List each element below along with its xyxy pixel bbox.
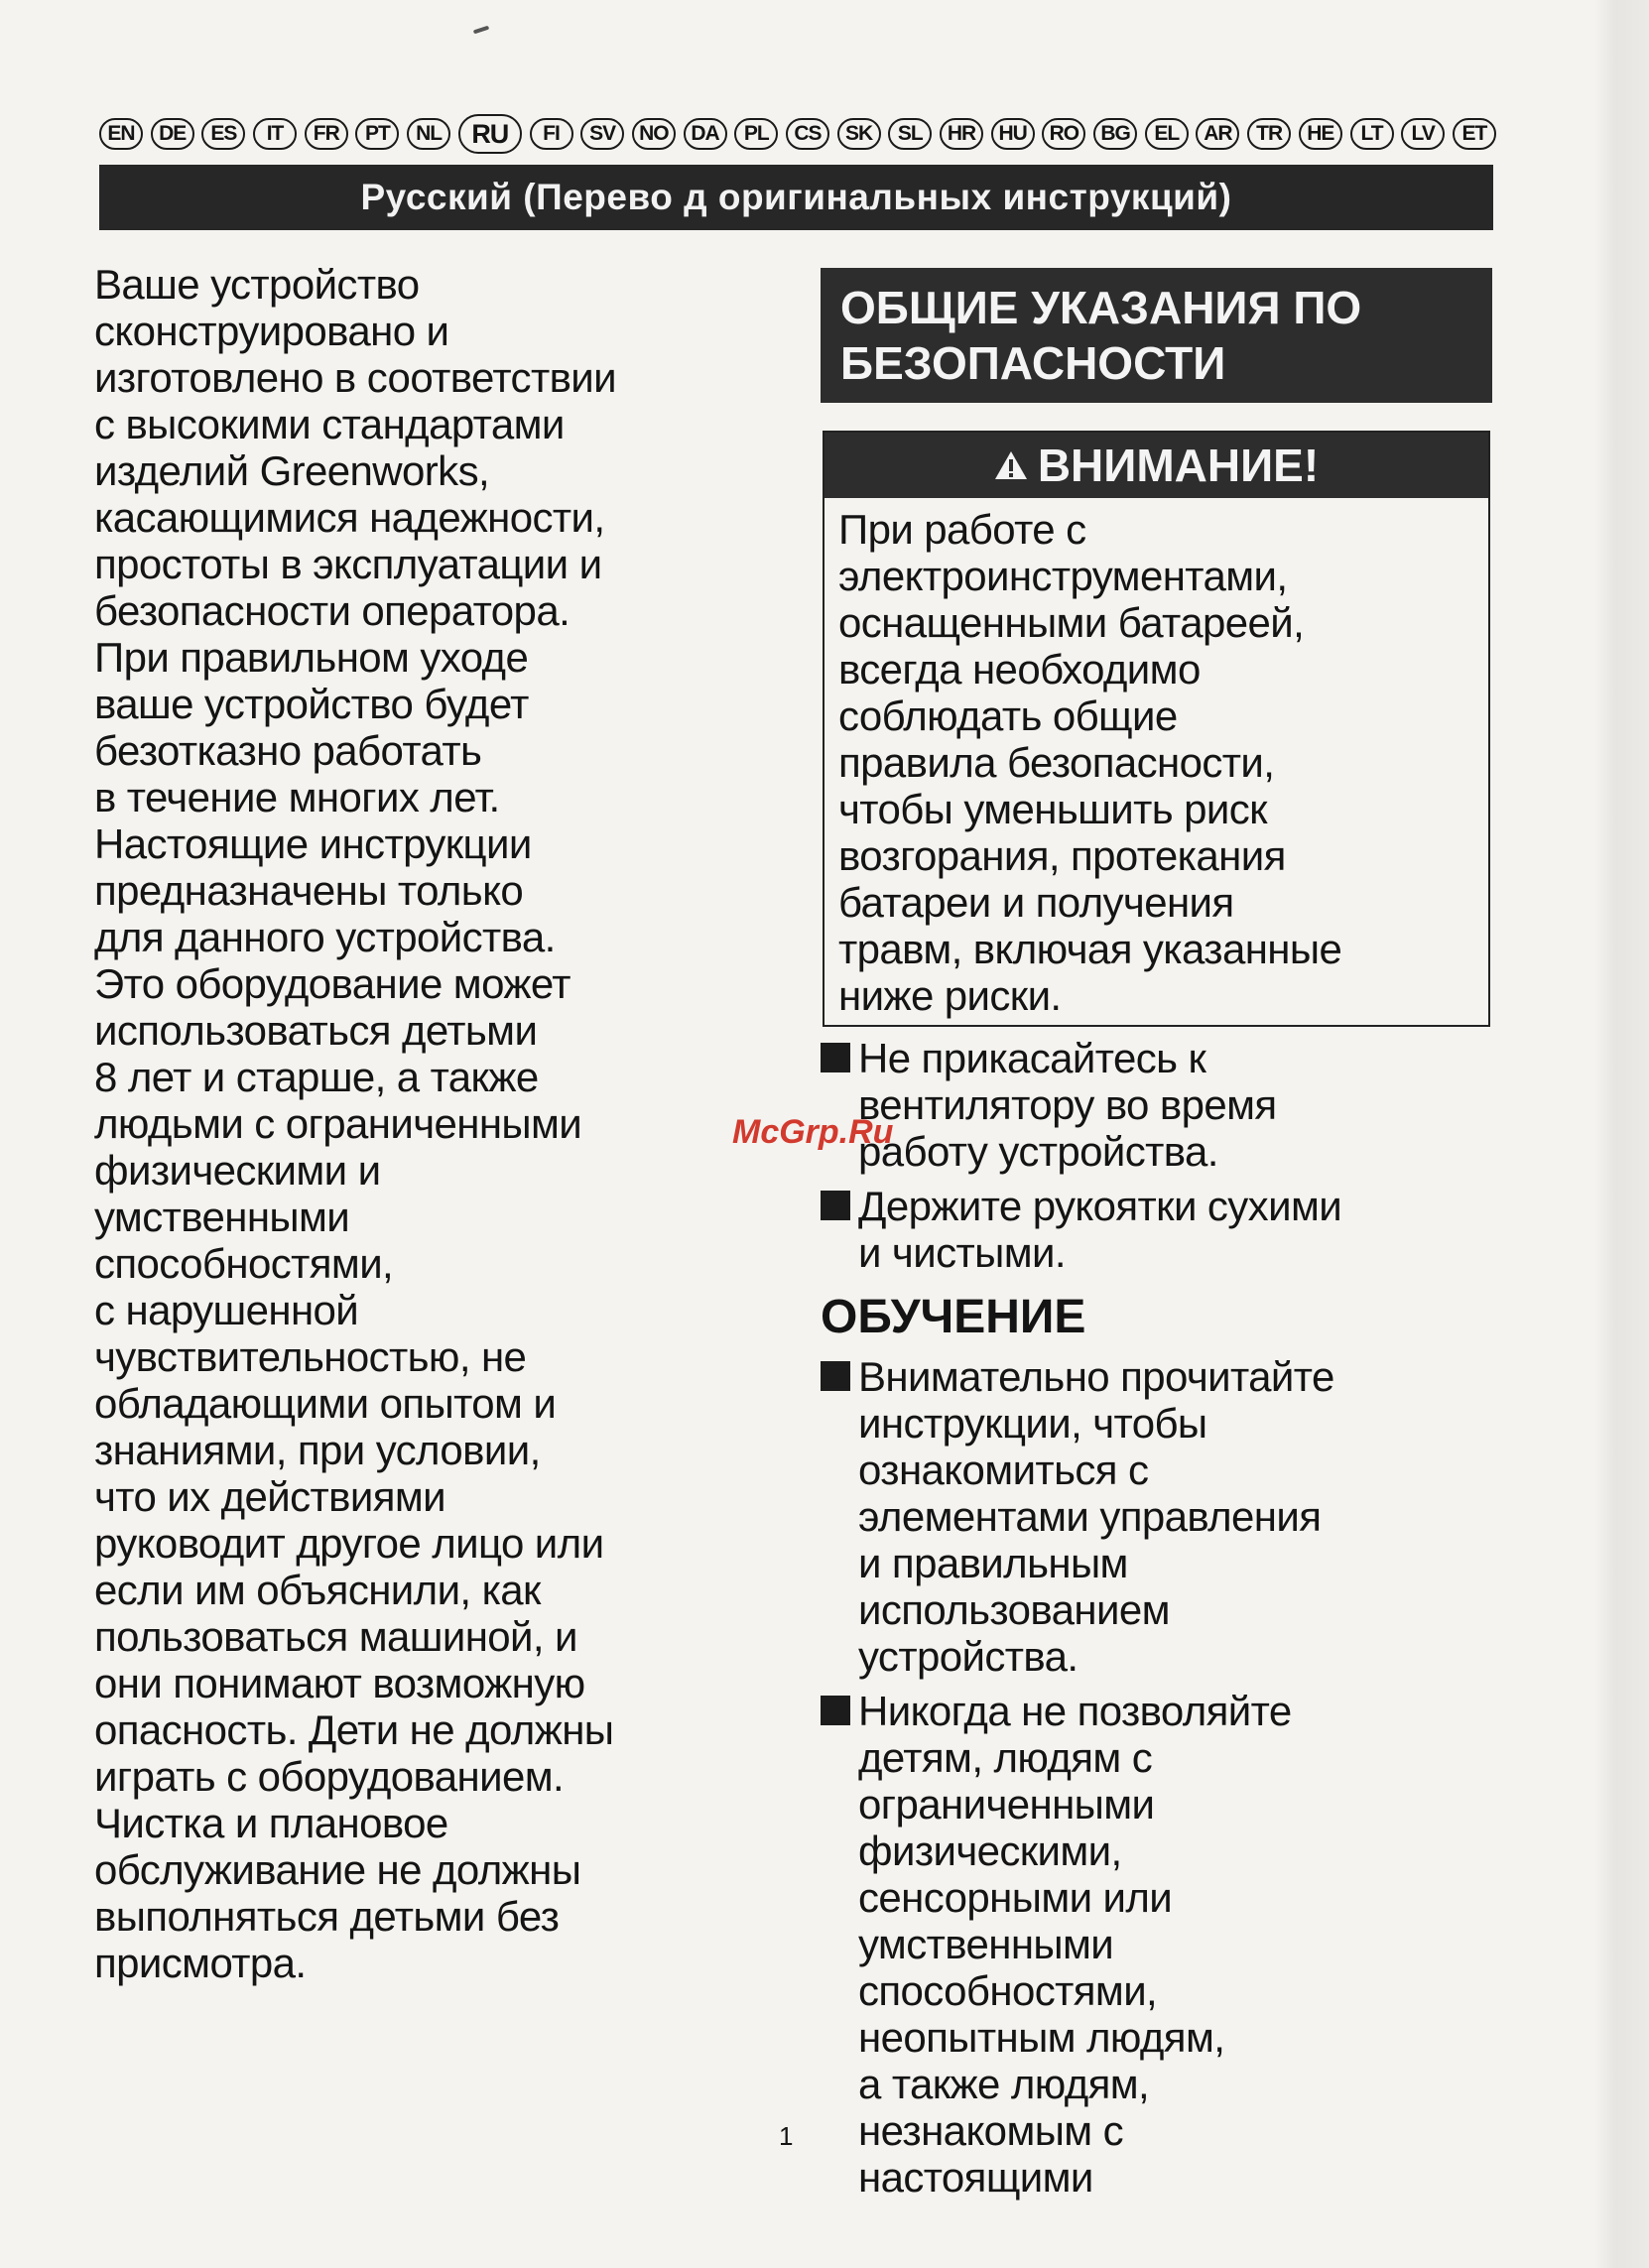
warning-line: электроинструментами, <box>838 553 1288 599</box>
safety-bullet-2 <box>821 1183 1492 1276</box>
intro-line: играть с оборудованием. <box>94 1753 565 1800</box>
safety-bullet-1 <box>821 1035 1492 1175</box>
warning-line: правила безопасности, <box>838 739 1275 786</box>
language-selector <box>99 116 1496 152</box>
warning-line: всегда необходимо <box>838 646 1201 693</box>
intro-line: Ваше устройство <box>94 261 420 308</box>
warning-header <box>824 433 1488 498</box>
language-fr: FR <box>305 118 348 150</box>
intro-line: безопасности оператора. <box>94 587 571 634</box>
intro-line: Чистка и плановое <box>94 1800 448 1846</box>
intro-line: обладающими опытом и <box>94 1380 557 1427</box>
intro-line: обслуживание не должны <box>94 1846 581 1893</box>
bullet-line: неопытным людям, <box>858 2014 1225 2061</box>
language-nl: NL <box>407 118 450 150</box>
bullet-line: детям, людям с <box>858 1734 1153 1781</box>
training-bullet-2 <box>821 1688 1492 2201</box>
intro-line: изготовлено в соответствии <box>94 354 617 401</box>
bullet-square-icon <box>821 1696 850 1725</box>
safety-bullets <box>821 1035 1492 1276</box>
bullet-line: настоящими <box>858 2154 1093 2201</box>
intro-line: знаниями, при условии, <box>94 1427 541 1473</box>
language-tr: TR <box>1247 118 1291 150</box>
language-cs: CS <box>786 118 829 150</box>
language-hu: HU <box>991 118 1035 150</box>
training-heading: ОБУЧЕНИЕ <box>821 1291 1086 1343</box>
language-el: EL <box>1145 118 1189 150</box>
intro-line: изделий Greenworks, <box>94 447 490 494</box>
intro-text <box>94 261 789 1986</box>
language-ru: RU <box>458 114 522 154</box>
intro-line: простоты в эксплуатации и <box>94 541 602 587</box>
language-pt: PT <box>355 118 399 150</box>
language-es: ES <box>201 118 245 150</box>
bullet-line: и чистыми. <box>858 1229 1066 1276</box>
page-number: 1 <box>779 2121 794 2151</box>
warning-line: оснащенными батареей, <box>838 599 1305 646</box>
intro-line: они понимают возможную <box>94 1660 585 1706</box>
bullet-line: вентилятору во время <box>858 1081 1277 1128</box>
intro-line: использоваться детьми <box>94 1007 538 1054</box>
warning-triangle-icon <box>994 450 1028 480</box>
bullet-line: использованием <box>858 1586 1170 1633</box>
language-ro: RO <box>1042 118 1085 150</box>
intro-line: если им объяснили, как <box>94 1567 541 1613</box>
language-fi: FI <box>530 118 573 150</box>
bullet-line: способностями, <box>858 1967 1158 2014</box>
safety-heading-line: ОБЩИЕ УКАЗАНИЯ ПО <box>840 282 1362 333</box>
intro-line: безотказно работать <box>94 727 482 774</box>
language-it: IT <box>253 118 297 150</box>
bullet-line: инструкции, чтобы <box>858 1400 1207 1447</box>
bullet-line: умственными <box>858 1921 1114 1967</box>
intro-line: с нарушенной <box>94 1287 359 1333</box>
safety-heading-line: БЕЗОПАСНОСТИ <box>840 337 1226 389</box>
scan-speck <box>473 26 489 35</box>
language-pl: PL <box>734 118 778 150</box>
bullet-text <box>858 1353 1334 1680</box>
language-he: HE <box>1299 118 1342 150</box>
intro-line: ваше устройство будет <box>94 681 529 727</box>
bullet-line: Держите рукоятки сухими <box>858 1183 1342 1229</box>
bullet-line: сенсорными или <box>858 1874 1173 1921</box>
intro-line: выполняться детьми без <box>94 1893 560 1940</box>
intro-line: физическими и <box>94 1147 381 1194</box>
intro-line: умственными <box>94 1194 350 1240</box>
bullet-line: устройства. <box>858 1633 1078 1680</box>
bullet-line: работу устройства. <box>858 1128 1218 1175</box>
language-hr: HR <box>940 118 983 150</box>
language-sl: SL <box>888 118 932 150</box>
bullet-line: ограниченными <box>858 1781 1155 1827</box>
intro-line: пользоваться машиной, и <box>94 1613 577 1660</box>
language-lt: LT <box>1350 118 1394 150</box>
language-sv: SV <box>580 118 624 150</box>
warning-line: возгорания, протекания <box>838 832 1286 879</box>
intro-line: 8 лет и старше, а также <box>94 1054 539 1100</box>
safety-heading <box>821 268 1492 403</box>
intro-line: сконструировано и <box>94 308 449 354</box>
warning-line: батареи и получения <box>838 879 1234 926</box>
page-title: Русский (Перево д оригинальных инструкций) <box>99 165 1493 230</box>
bullet-line: ознакомиться с <box>858 1447 1149 1493</box>
intro-line: способностями, <box>94 1240 394 1287</box>
bullet-square-icon <box>821 1191 850 1220</box>
bullet-square-icon <box>821 1361 850 1391</box>
intro-line: опасность. Дети не должны <box>94 1706 614 1753</box>
watermark: McGrp.Ru <box>732 1113 894 1151</box>
language-no: NO <box>632 118 676 150</box>
bullet-line: физическими, <box>858 1827 1122 1874</box>
warning-line: соблюдать общие <box>838 693 1178 739</box>
intro-line: для данного устройства. <box>94 914 556 960</box>
intro-line: чувствительностью, не <box>94 1333 527 1380</box>
bullet-text <box>858 1688 1292 2201</box>
language-bg: BG <box>1093 118 1137 150</box>
bullet-line: Не прикасайтесь к <box>858 1035 1206 1081</box>
training-bullets <box>821 1353 1492 2201</box>
bullet-line: и правильным <box>858 1540 1128 1586</box>
bullet-line: Никогда не позволяйте <box>858 1688 1292 1734</box>
language-ar: AR <box>1196 118 1239 150</box>
intro-line: с высокими стандартами <box>94 401 565 447</box>
language-en: EN <box>99 118 143 150</box>
page-edge-shadow <box>1594 0 1649 2268</box>
warning-box <box>823 431 1490 1027</box>
warning-line: При работе с <box>838 506 1086 553</box>
bullet-text <box>858 1183 1341 1276</box>
intro-line: в течение многих лет. <box>94 774 500 820</box>
language-da: DA <box>684 118 727 150</box>
warning-line: чтобы уменьшить риск <box>838 786 1267 832</box>
bullet-line: незнакомым с <box>858 2107 1124 2154</box>
bullet-line: Внимательно прочитайте <box>858 1353 1334 1400</box>
warning-label: ВНИМАНИЕ! <box>1037 440 1320 491</box>
intro-line: людьми с ограниченными <box>94 1100 582 1147</box>
language-lv: LV <box>1401 118 1445 150</box>
bullet-line: а также людям, <box>858 2061 1150 2107</box>
language-sk: SK <box>837 118 881 150</box>
bullet-square-icon <box>821 1043 850 1072</box>
intro-line: присмотра. <box>94 1940 307 1986</box>
warning-line: ниже риски. <box>838 972 1062 1019</box>
intro-line: При правильном уходе <box>94 634 529 681</box>
intro-line: касающимися надежности, <box>94 494 605 541</box>
warning-text <box>824 498 1488 1025</box>
bullet-line: элементами управления <box>858 1493 1322 1540</box>
language-et: ET <box>1453 118 1496 150</box>
training-bullet-1 <box>821 1353 1492 1680</box>
intro-line: Это оборудование может <box>94 960 571 1007</box>
intro-line: руководит другое лицо или <box>94 1520 604 1567</box>
intro-line: Настоящие инструкции <box>94 820 532 867</box>
safety-column <box>821 268 1492 2201</box>
language-de: DE <box>151 118 194 150</box>
warning-line: травм, включая указанные <box>838 926 1342 972</box>
bullet-text <box>858 1035 1277 1175</box>
intro-line: что их действиями <box>94 1473 446 1520</box>
intro-line: предназначены только <box>94 867 524 914</box>
